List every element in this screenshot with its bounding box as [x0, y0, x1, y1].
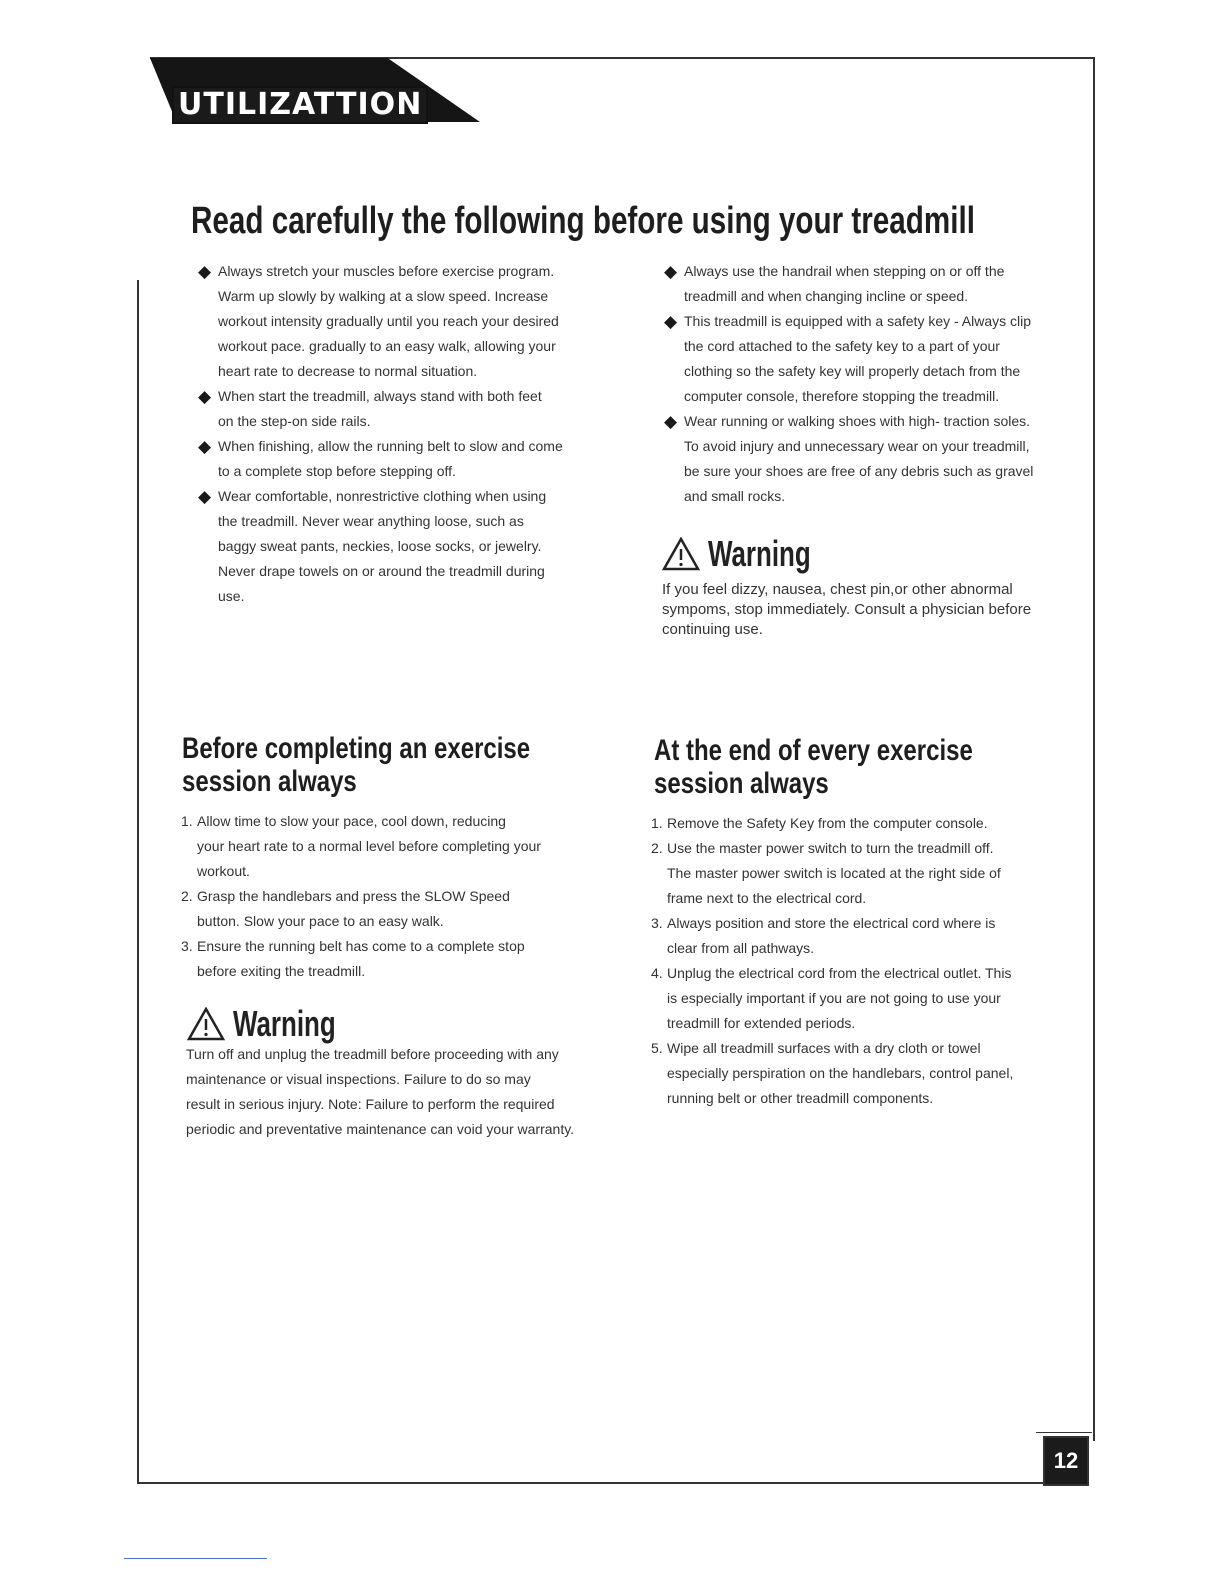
- diamond-bullet-icon: ◆: [664, 262, 678, 281]
- list-item: 5. Wipe all treadmill surfaces with a dry cloth or towel especially perspiration on the handlebars, control panel, running belt or other treadmill components.: [651, 1040, 1014, 1106]
- warning-heading-text: Warning: [708, 533, 811, 574]
- list-item: ◆ Wear running or walking shoes with high- traction soles. To avoid injury and unnecessary wear on your treadmill, be sure your shoes are free of any debris such as gravel and small rocks.: [664, 409, 1074, 509]
- frame-left-border: [137, 280, 139, 1482]
- frame-right-border: [1093, 57, 1095, 1441]
- end-section-title: At the end of every exercise session always: [654, 734, 973, 800]
- diamond-bullet-icon: ◆: [198, 262, 212, 281]
- list-item: 3. Ensure the running belt has come to a complete stop before exiting the treadmill.: [181, 938, 525, 979]
- warning-heading-text: Warning: [233, 1003, 336, 1044]
- warning-triangle-icon: [187, 1007, 225, 1041]
- footer-line: [124, 1558, 267, 1559]
- diamond-bullet-icon: ◆: [664, 412, 678, 431]
- page-number-notch: [1036, 1432, 1092, 1433]
- list-item: 3. Always position and store the electrical cord where is clear from all pathways.: [651, 915, 996, 956]
- warning-body-bottom: Turn off and unplug the treadmill before proceeding with any maintenance or visual inspections. Failure to do so may result in serious injury. Note: Failure to perform the required periodic and preventative maintenance can void your warranty.: [186, 1046, 575, 1137]
- diamond-bullet-icon: ◆: [198, 387, 212, 406]
- list-item: 2. Grasp the handlebars and press the SLOW Speed button. Slow your pace to an easy walk.: [181, 888, 510, 929]
- list-item: ◆ Always stretch your muscles before exercise program. Warm up slowly by walking at a slow speed. Increase workout intensity gradually until you reach your desired workout pace. gradually to an easy walk, allowing your heart rate to decrease to normal situation.: [198, 259, 598, 384]
- list-item: ◆ When start the treadmill, always stand with both feet on the step-on side rails.: [198, 384, 598, 434]
- list-item: ◆ This treadmill is equipped with a safety key - Always clip the cord attached to the safety key to a part of your clothing so the safety key will properly detach from the computer console, therefore stopping the treadmill.: [664, 309, 1074, 409]
- list-item: ◆ Always use the handrail when stepping on or off the treadmill and when changing incline or speed.: [664, 259, 1074, 309]
- page-title: Read carefully the following before using your treadmill: [191, 200, 975, 242]
- section-header-title: UTILIZATTION: [172, 86, 428, 124]
- warning-heading-top: [662, 533, 851, 575]
- end-section-list: [651, 811, 1061, 1111]
- list-item: 1. Remove the Safety Key from the computer console.: [651, 815, 988, 831]
- list-item: 2. Use the master power switch to turn the treadmill off. The master power switch is located at the right side of frame next to the electrical cord.: [651, 840, 1001, 906]
- frame-bottom-border: [137, 1482, 1043, 1484]
- list-item: ◆ Wear comfortable, nonrestrictive clothing when using the treadmill. Never wear anything loose, such as baggy sweat pants, neckies, loose socks, or jewelry. Never drape towels on or around the treadmill during use.: [198, 484, 598, 609]
- page-number: 12: [1043, 1436, 1089, 1486]
- list-item: 1. Allow time to slow your pace, cool down, reducing your heart rate to a normal level before completing your workout.: [181, 813, 541, 879]
- before-section-title: Before completing an exercise session always: [182, 732, 531, 798]
- right-bullet-list: [664, 259, 1074, 509]
- list-item: ◆ When finishing, allow the running belt to slow and come to a complete stop before stepping off.: [198, 434, 598, 484]
- diamond-bullet-icon: ◆: [198, 487, 212, 506]
- before-section-list: [181, 809, 581, 984]
- warning-heading-bottom: [187, 1003, 376, 1045]
- list-item: 4. Unplug the electrical cord from the electrical outlet. This is especially important if you are not going to use your treadmill for extended periods.: [651, 965, 1012, 1031]
- left-bullet-list: [198, 259, 598, 609]
- warning-triangle-icon: [662, 537, 700, 571]
- diamond-bullet-icon: ◆: [198, 437, 212, 456]
- warning-body-top: If you feel dizzy, nausea, chest pin,or other abnormal sympoms, stop immediately. Consult a physician before continuing use.: [662, 581, 1032, 638]
- diamond-bullet-icon: ◆: [664, 312, 678, 331]
